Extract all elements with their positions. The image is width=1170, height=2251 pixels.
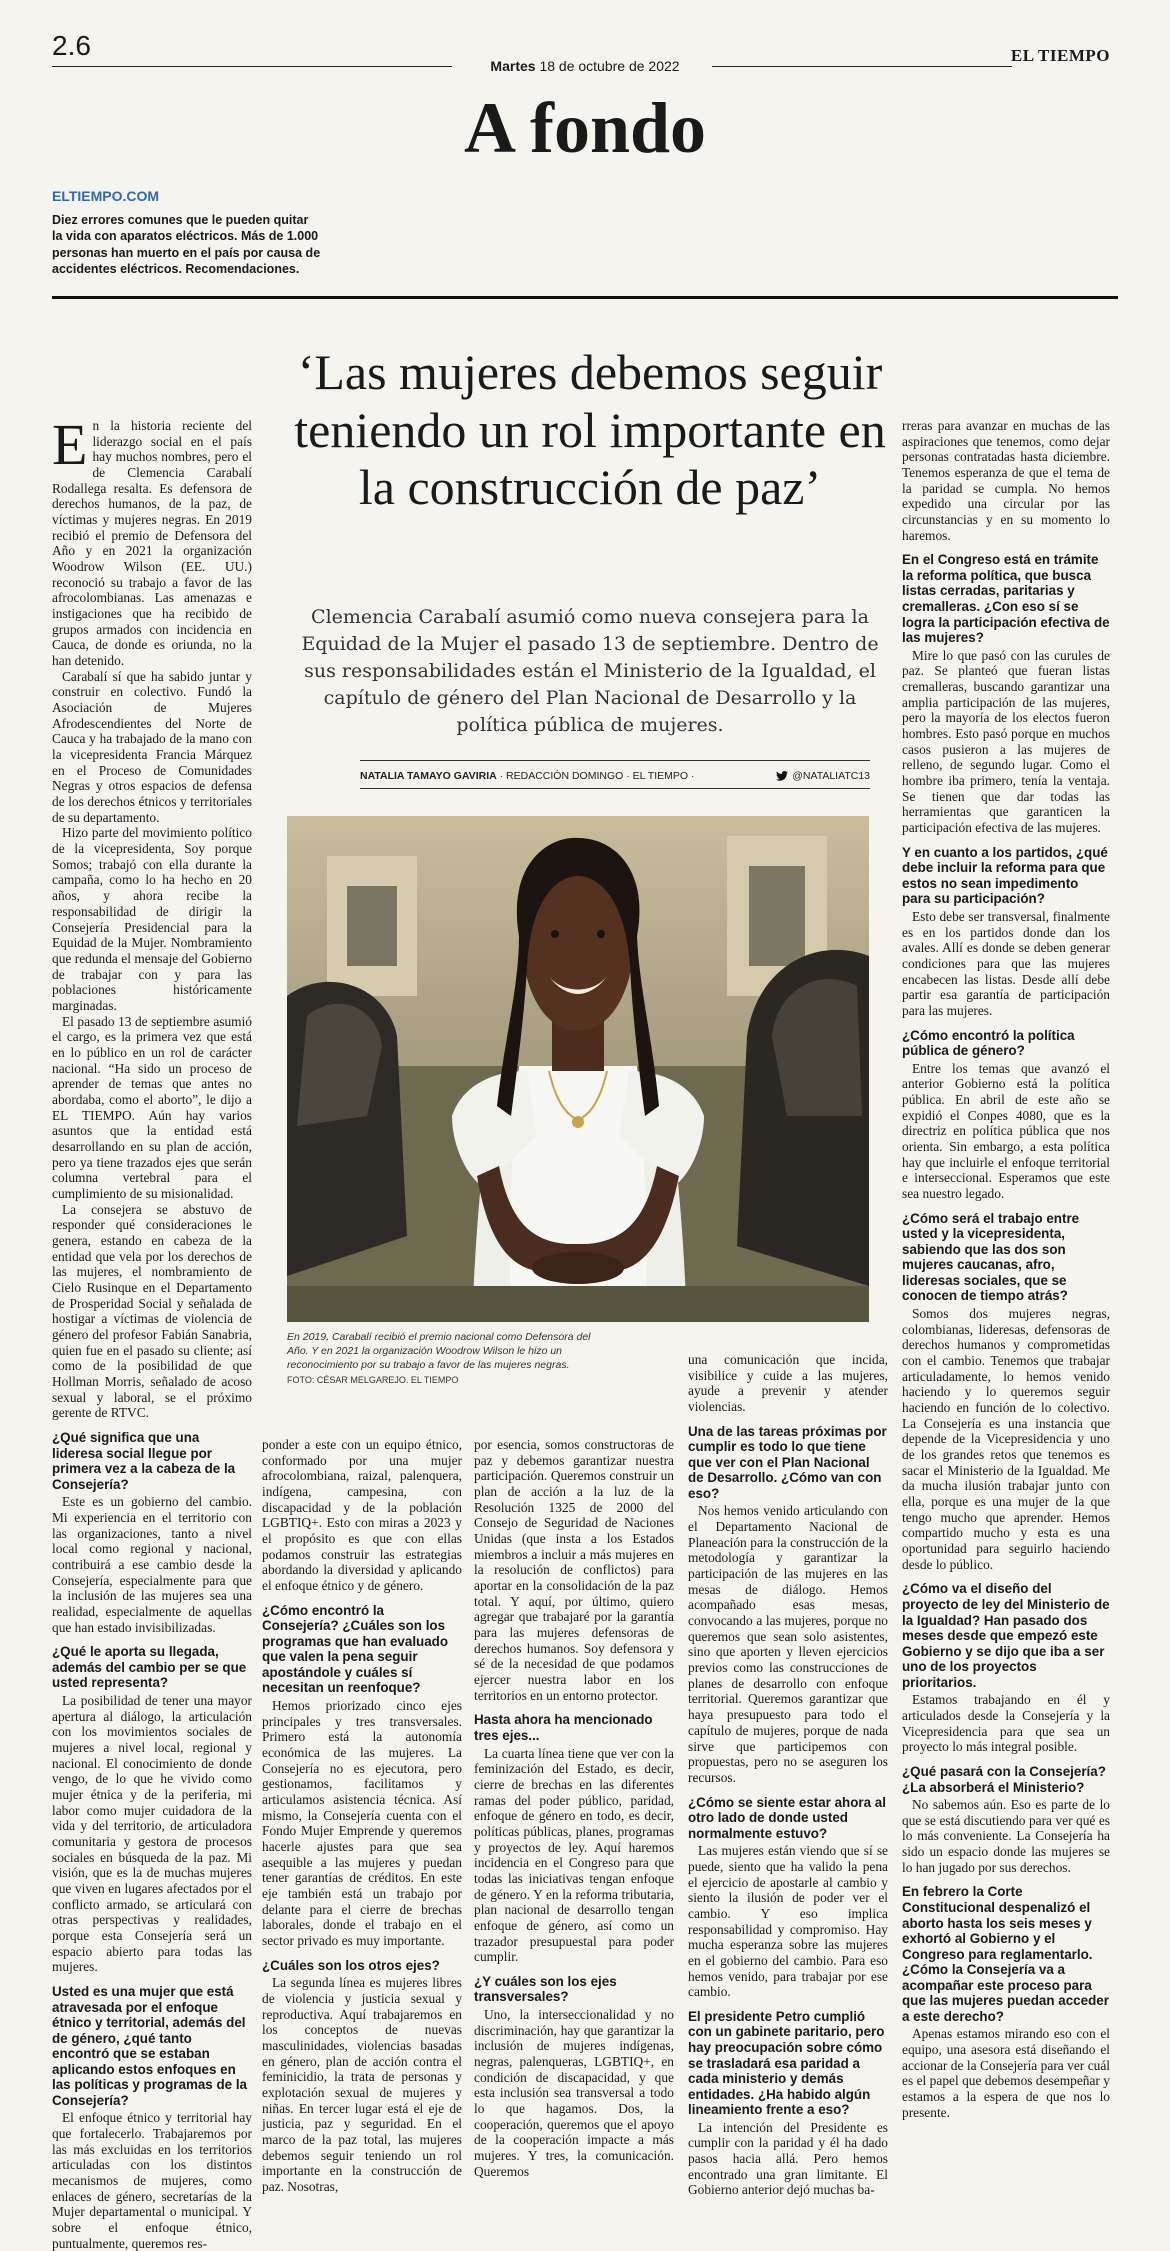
section-title: A fondo (463, 88, 707, 168)
article-subhead: Clemencia Carabalí asumió como nueva consejera para la Equidad de la Mujer el pasado 13 de septiembre. Dentro de sus responsabilidades están el Ministerio de la Igualdad, el capítulo de género del Plan Nacional de Desarrollo y la política pública de mujeres. (301, 606, 879, 736)
answer: Esto debe ser transversal, finalmente es en los partidos donde dan los avales. Allí es donde se deben generar condiciones para que las mujeres encabecen las listas. Desde allí debe partir esa garantía de participación para las mujeres. (902, 908, 1110, 1018)
answer: La intención del Presidente es cumplir con la paridad y él ha dado pasos hacia allá. Pero hemos encontrado una gran limitante. El Gobierno anterior dejó muchas ba- (688, 2119, 888, 2198)
col5-paragraph: rreras para avanzar en muchas de las aspiraciones que tenemos, como dejar personas contratadas hasta diciembre. Tenemos esperanza de que el tema de la paridad se cumpla. No hemos expedido una circular por las circunstancias y en su momento lo haremos. (902, 418, 1110, 543)
question: ¿Cómo va el diseño del proyecto de ley del Ministerio de la Igualdad? Han pasado dos meses desde que empezó este Gobierno y se dijo que iba a ser uno de los proyectos prioritarios. (902, 1581, 1110, 1690)
answer: La posibilidad de tener una mayor apertura al diálogo, la articulación con los movimientos sociales de mujeres a nivel local, regional y nacional. El conocimiento de donde vengo, de lo que he vivido como mujer étnica y de la periferia, mi labor como mujer cuidadora de la vida y del territorio, de articuladora comunitaria y gestora de procesos sociales en búsqueda de la paz. Mi visión, que es la de muchas mujeres que viven en lugares afectados por el conflicto armado, se articulará con otras perspectivas y realidades, porque esta Consejería será un espacio abierto para todas las mujeres. (52, 1692, 252, 1975)
question: Usted es una mujer que está atravesada por el enfoque étnico y territorial, además del de género, ¿qué tanto encontró que se estaban aplicando estos enfoques en las políticas y programas de la Consejería? (52, 1983, 247, 2108)
col1-paragraph: Hizo parte del movimiento político de la vicepresidenta, Soy porque Somos; trabajó con ella durante la campaña, como lo ha hecho en 20 años, y ahora recibe la responsabilidad de dirigir la Consejería Presidencial para la Equidad de la Mujer. Nombramiento que redunda el mensaje del Gobierno de trabajar con y para las poblaciones históricamente marginadas. (52, 825, 252, 1013)
date-rest: 18 de octubre de 2022 (539, 58, 680, 74)
col4-paragraph: una comunicación que incida, visibilice y cuide a las mujeres, ayude a prevenir y atender violencias. (688, 1352, 888, 1415)
section-divider (52, 296, 1118, 299)
col1-paragraph: El pasado 13 de septiembre asumió el cargo, es la primera vez que está en lo público en un rol de carácter nacional. “Ha sido un proceso de aprender de temas que antes no abordaba, como el aborto”, le dijo a EL TIEMPO. Aún hay varios asuntos que la entidad está desarrollando en su plan de acción, pero ya tiene trazados ejes que serán columna vertebral para el cumplimiento de su misionalidad. (52, 1013, 252, 1201)
question: ¿Cómo se siente estar ahora al otro lado de donde usted normalmente estuvo? (688, 1794, 886, 1841)
byline-rule-top (360, 760, 870, 761)
promo-text: Diez errores comunes que le pueden quitar la vida con aparatos eléctricos. Más de 1.000 personas han muerto en el país por causa de accidentes eléctricos. Recomendaciones. (52, 213, 321, 276)
newspaper-brand: EL TIEMPO (1010, 46, 1110, 65)
col1-paragraph: n la historia reciente del liderazgo social en el país hay muchos nombres, pero el de Clemencia Carabalí Rodallega resalta. Es defensora de derechos humanos, de la paz, de víctimas y mujeres negras. En 2019 recibió el premio de Defensora del Año y en 2021 la organización Woodrow Wilson (EE. UU.) reconoció su trabajo a favor de las afrocolombianas. Las amenazas e instigaciones que ha recibido de grupos armados con incidencia en Cauca, de donde es oriunda, no la han detenido. (52, 418, 252, 669)
answer: El enfoque étnico y territorial hay que fortalecerlo. Trabajaremos por las más excluidas en los territorios articuladas con los distintos mecanismos de mujeres, como enlaces de género, secretarías de la Mujer departamental o municipal. Y sobre el enfoque étnico, puntualmente, queremos res- (52, 2110, 252, 2251)
byline-author: NATALIA TAMAYO GAVIRIA (360, 770, 497, 782)
column-4 (688, 1352, 888, 2198)
col2-paragraph: ponder a este con un equipo étnico, conformado por una mujer afrocolombiana, raizal, palenquera, indígena, campesina, con discapacidad y de la población LGBTIQ+. Esto con miras a 2023 y el propósito es que con ellas podamos construir las estrategias abordando la diversidad y aplicando el enfoque étnico y de género. (262, 1437, 462, 1594)
page-number: 2.6 (52, 30, 91, 61)
answer: Entre los temas que avanzó el anterior Gobierno está la política pública. En abril de este año se expidió el Conpes 4080, que es la directriz en política pública que nos orienta. Sin embargo, a esta política hay que incluirle el enfoque territorial e interseccional. Esperamos que este sea nuestro legado. (902, 1060, 1110, 1202)
photo-caption (287, 1330, 597, 1387)
question: Y en cuanto a los partidos, ¿qué debe incluir la reforma para que estos no sean impedimento para su participación? (902, 844, 1108, 907)
col3-paragraph: por esencia, somos constructoras de paz y debemos garantizar nuestra participación. Queremos construir un plan de acción a la luz de la Resolución 1325 de 2000 del Consejo de Seguridad de Naciones Unidas (que insta a los Estados miembros a incluir a más mujeres en la resolución de conflictos) para aportar en la consolidación de la paz total. Y aquí, por último, quiero agregar que trabajaré por la garantía para las mujeres defensoras de derechos humanos. Soy defensora y sé de la necesidad de que podamos ejercer nuestra labor en los territorios en un entorno protector. (474, 1437, 674, 1703)
article-headline: ‘Las mujeres debemos seguir teniendo un rol importante en la construcción de paz’ (294, 344, 886, 515)
answer: Nos hemos venido articulando con el Departamento Nacional de Planeación para la construcción de la metodología y garantizar la participación de las mujeres en las mesas de diálogo. Hemos acompañado esas mesas, convocando a las mujeres, porque no queremos que sean solo asistentes, sino que aporten y lleven ejercicios previos como las construcciones de planes de desarrollo con enfoque territorial. Queremos garantizar que haya presupuesto para todo el capítulo de mujeres, porque de nada sirve que participemos con propuestas, pero no se aseguren los recursos. (688, 1503, 888, 1785)
answer: Hemos priorizado cinco ejes principales y tres transversales. Primero está la autonomía económica de las mujeres. La Consejería no es ejecutora, pero gestionamos, facilitamos y articulamos asistencia técnica. Así mismo, la Consejería cuenta con el Fondo Mujer Emprende y queremos hacerle ajustes para que sea asequible a las mujeres y puedan tener garantías de créditos. En este eje también está un trabajo por delante para el cierre de brechas laborales, donde el trabajo en el sector privado es muy importante. (262, 1698, 462, 1949)
question: Una de las tareas próximas por cumplir es todo lo que tiene que ver con el Plan Nacional de Desarrollo. ¿Cómo van con eso? (688, 1423, 887, 1501)
answer: Uno, la interseccionalidad y no discriminación, hay que garantizar la inclusión de mujeres indígenas, negras, palenqueras, LGBTIQ+, en condición de discapacidad, y que esta inclusión sea transversal a todo lo que hagamos. Dos, la cooperación, queremos que el apoyo de la cooperación impacte a más mujeres. Y tres, la comunicación. Queremos (474, 2007, 674, 2179)
question: ¿Qué significa que una lideresa social llegue por primera vez a la cabeza de la Consejería? (52, 1430, 236, 1492)
article-photo (287, 816, 869, 1322)
col1-paragraph: Carabalí sí que ha sabido juntar y construir en colectivo. Fundó la Asociación de Mujeres Afrodescendientes del Norte de Cauca y ha trabajado de la mano con la vicepresidenta Francia Márquez en el Proceso de Comunidades Negras y otros espacios de defensa de los derechos étnicos y territoriales de su departamento. (52, 668, 252, 825)
portrait-illustration (287, 816, 869, 1322)
answer: Somos dos mujeres negras, colombianas, lideresas, defensoras de derechos humanos y comprometidas con el cambio. Tenemos que trabajar articuladamente, lo hemos venido haciendo y lo queremos seguir haciendo en función de lo colectivo. La Consejería es una instancia que depende de la Vicepresidencia y uno de los grandes retos que tenemos es sacar el Ministerio de la Igualdad. Me da mucha ilusión trabajar junto con ella, porque es una mujer de la que tengo mucho que aprender. Hemos compartido mucho y esta es una oportunidad para seguirlo haciendo desde lo público. (902, 1306, 1110, 1572)
question: ¿Cuáles son los otros ejes? (262, 1957, 440, 1973)
question: ¿Cómo encontró la política pública de género? (902, 1027, 1075, 1059)
promo-site[interactable]: ELTIEMPO.COM (52, 188, 160, 204)
date-day: Martes (490, 58, 536, 74)
question: ¿Cómo encontró la Consejería? ¿Cuáles son los programas que han evaluado que valen la pena seguir apostándole y cuáles sí necesitan un reenfoque? (262, 1602, 449, 1696)
answer: Las mujeres están viendo que sí se puede, siento que ha valido la pena el ejercicio de apostarle al cambio y siento la ilusión de poder ver el cambio. Y eso implica responsabilidad y compromiso. Hay mucha esperanza sobre las mujeres en el gobierno del cambio. Para eso hemos venido, para trabajar por ese cambio. (688, 1843, 888, 2000)
caption-text: En 2019, Carabalí recibió el premio nacional como Defensora del Año. Y en 2021 la organización Woodrow Wilson le hizo un reconocimiento por su trabajo a favor de las mujeres negras. (287, 1331, 591, 1372)
answer: Apenas estamos mirando eso con el equipo, una asesora está diseñando el accionar de la Consejería para ver cuál es el papel que debemos desempeñar y estamos a la espera de que nos lo presente. (902, 2026, 1110, 2120)
answer: Este es un gobierno del cambio. Mi experiencia en el territorio con las organizaciones, tanto a nivel local como regional y nacional, contribuirá a ese cambio desde la Consejería, especialmente para que la inclusión de las mujeres sea una realidad, especialmente de aquellas que han estado invisibilizadas. (52, 1494, 252, 1635)
column-2 (262, 1437, 462, 2195)
twitter-icon (776, 771, 788, 781)
question: ¿Cómo será el trabajo entre usted y la vicepresidenta, sabiendo que las dos son mujeres caucanas, afro, lideresas sociales, que se conocen de tiempo atrás? (902, 1210, 1080, 1304)
answer: Estamos trabajando en él y articulados desde la Consejería y la Vicepresidencia para que sea un proyecto lo más integral posible. (902, 1692, 1110, 1755)
question: ¿Qué le aporta su llegada, además del cambio per se que usted representa? (52, 1644, 247, 1691)
answer: Mire lo que pasó con las curules de paz. Se planteó que fueran listas cremalleras, buscando garantizar una amplia participación de las mujeres, pero la mayoría de los electos fueron hombres. Esto pasó porque en muchos casos pusieron a las mujeres de relleno, de segundo lugar. Como el hombre iba primero, tenía la ventaja. Se tienen que dar todas las herramientas que garanticen la participación efectiva de las mujeres. (902, 647, 1110, 836)
column-3 (474, 1437, 674, 2179)
answer: No sabemos aún. Eso es parte de lo que se está discutiendo para ver qué es lo más conveniente. La Consejería ha sido un espacio donde las mujeres se lo han jugado por sus derechos. (902, 1797, 1110, 1875)
issue-date (0, 58, 1170, 74)
byline (360, 770, 870, 782)
answer: La segunda línea es mujeres libres de violencia y justicia sexual y reproductiva. Aquí trabajaremos en los conceptos de nuevas masculinidades, violencias basadas en género, plan de acción contra el feminicidio, la trata de personas y explotación sexual de mujeres y niñas. En tercer lugar está el eje de justicia, paz y seguridad. En el marco de la paz total, las mujeres debemos seguir teniendo un rol importante en la construcción de paz. Nosotras, (262, 1975, 462, 2195)
byline-twitter[interactable]: @NATALIATC13 (792, 770, 870, 782)
byline-desk: · REDACCIÓN DOMINGO · EL TIEMPO · (499, 770, 695, 782)
column-5 (902, 418, 1110, 2120)
drop-cap: E (52, 412, 88, 477)
photo-credit: FOTO: CÉSAR MELGAREJO. EL TIEMPO (287, 1374, 459, 1385)
question: ¿Y cuáles son los ejes transversales? (474, 1973, 617, 2005)
question: Hasta ahora ha mencionado tres ejes... (474, 1712, 653, 1743)
question: ¿Qué pasará con la Consejería? ¿La absorberá el Ministerio? (902, 1763, 1106, 1795)
answer: La cuarta línea tiene que ver con la feminización del Estado, es decir, cierre de brechas en las diferentes ramas del poder público, paridad, enfoque de género en todo, es decir, políticas públicas, planes, programas y proyectos de ley. Aquí haremos incidencia en el Congreso para que todas las iniciativas tengan enfoque de género. Y en la reforma tributaria, plan nacional de desarrollo tengan enfoque de género, así como un trazador presupuestal para poder cumplir. (474, 1745, 674, 1965)
question: El presidente Petro cumplió con un gabinete paritario, pero hay preocupación sobre cómo se trasladará esa paridad a cada ministerio y demás entidades. ¿Ha habido algún lineamiento frente a eso? (688, 2008, 885, 2118)
col1-paragraph: La consejera se abstuvo de responder qué consideraciones le genera, estando en cabeza de la entidad que vela por los derechos de las mujeres, el nombramiento de Cielo Rusinque en el Departamento de Prosperidad Social y señalada de hostigar a víctimas de violencia de género del profesor Fabián Sanabria, quien fue en el pasado su cliente; así como de la posibilidad de que Hollman Morris, señalado de acoso sexual y laboral, se el próximo gerente de RTVC. (52, 1201, 252, 1421)
question: En el Congreso está en trámite la reforma política, que busca listas cerradas, paritarias y cremalleras. ¿Con eso sí se logra la participación efectiva de las mujeres? (902, 552, 1110, 646)
byline-rule-bottom (360, 788, 870, 789)
question: En febrero la Corte Constitucional despenalizó el aborto hasta los seis meses y exhortó al Gobierno y el Congreso para reglamentarlo. ¿Cómo la Consejería va a acompañar este proceso para que las mujeres puedan acceder a este derecho? (902, 1884, 1109, 2024)
column-1 (52, 412, 252, 2251)
